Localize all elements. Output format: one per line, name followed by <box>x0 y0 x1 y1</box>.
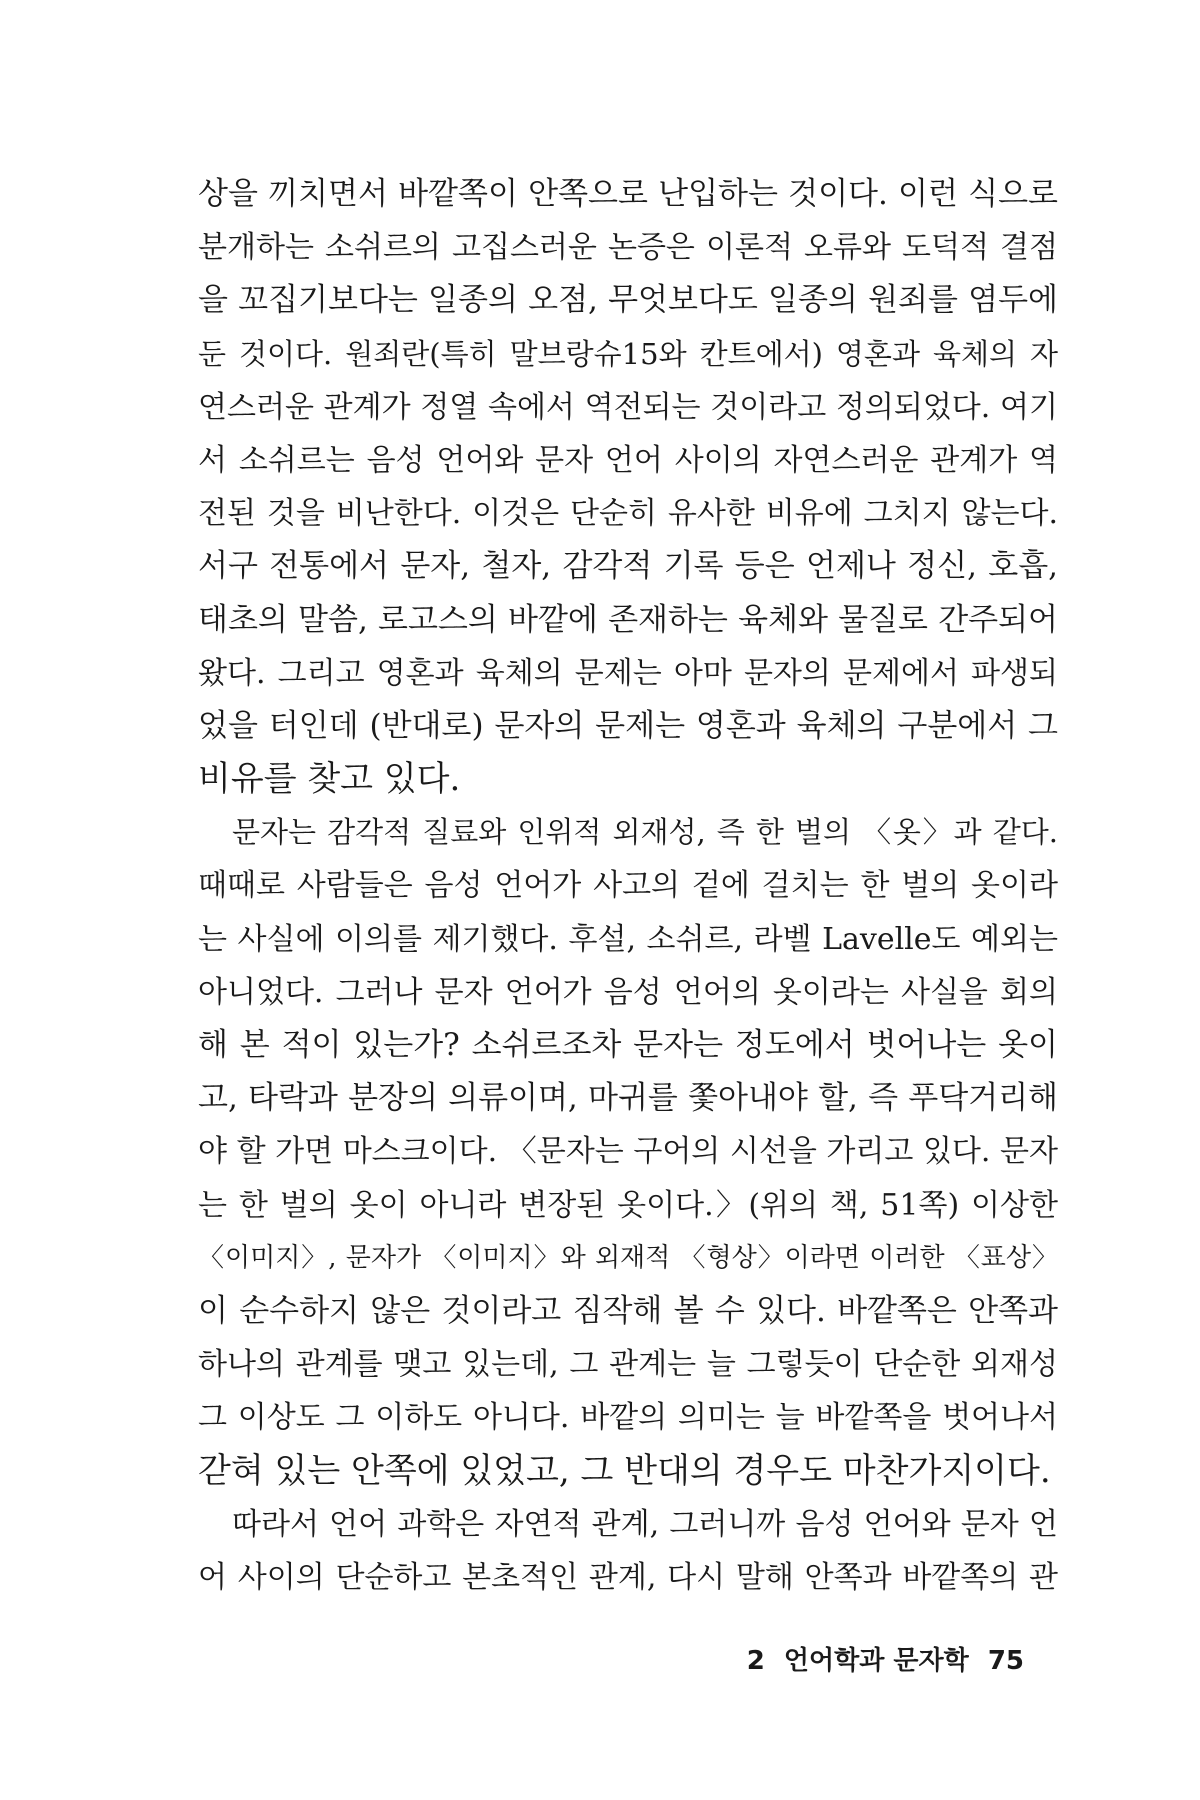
page-footer <box>747 1640 1024 1677</box>
text-line: 해 본 적이 있는가? 소쉬르조차 문자는 정도에서 벗어나는 옷이 <box>198 1027 1058 1063</box>
text-line: 갇혀 있는 안쪽에 있었고, 그 반대의 경우도 마찬가지이다. <box>198 1450 1051 1491</box>
text-line: 서구 전통에서 문자, 철자, 감각적 기록 등은 언제나 정신, 호흡, <box>198 548 1058 585</box>
text-line: 둔 것이다. 원죄란(특히 말브랑슈15와 칸트에서) 영혼과 육체의 자 <box>198 336 1058 371</box>
text-line: 이 순수하지 않은 것이라고 짐작해 볼 수 있다. 바깥쪽은 안쪽과 <box>198 1292 1058 1329</box>
body-text <box>198 168 1058 1604</box>
text-line: 는 사실에 이의를 제기했다. 후설, 소쉬르, 라벨 Lavelle도 예외는 <box>198 921 1058 957</box>
text-line: 하나의 관계를 맺고 있는데, 그 관계는 늘 그렇듯이 단순한 외재성 <box>198 1347 1058 1383</box>
page-number: 75 <box>987 1646 1024 1676</box>
text-line: 을 꼬집기보다는 일종의 오점, 무엇보다도 일종의 원죄를 염두에 <box>198 282 1058 319</box>
chapter-number: 2 <box>746 1646 765 1676</box>
text-line: 비유를 찾고 있다. <box>198 759 461 800</box>
text-line: 었을 터인데 (반대로) 문자의 문제는 영혼과 육체의 구분에서 그 <box>198 707 1058 744</box>
text-line: 전된 것을 비난한다. 이것은 단순히 유사한 비유에 그치지 않는다. <box>198 496 1058 532</box>
text-line: 연스러운 관계가 정열 속에서 역전되는 것이라고 정의되었다. 여기 <box>198 389 1058 425</box>
text-line: 서 소쉬르는 음성 언어와 문자 언어 사이의 자연스러운 관계가 역 <box>198 442 1058 478</box>
text-line: 때때로 사람들은 음성 언어가 사고의 겉에 걸치는 한 벌의 옷이라 <box>198 868 1058 904</box>
paragraph-start-line: 따라서 언어 과학은 자연적 관계, 그러니까 음성 언어와 문자 언 <box>232 1506 1058 1542</box>
text-line: 태초의 말씀, 로고스의 바깥에 존재하는 육체와 물질로 간주되어 <box>198 601 1058 638</box>
text-line: 〈이미지〉, 문자가 〈이미지〉와 외재적 〈형상〉이라면 이러한 〈표상〉 <box>198 1242 1058 1273</box>
text-line: 그 이상도 그 이하도 아니다. 바깥의 의미는 늘 바깥쪽을 벗어나서 <box>198 1400 1058 1436</box>
text-line: 왔다. 그리고 영혼과 육체의 문제는 아마 문자의 문제에서 파생되 <box>198 655 1058 691</box>
text-line: 분개하는 소쉬르의 고집스러운 논증은 이론적 오류와 도덕적 결점 <box>198 230 1058 266</box>
text-line: 는 한 벌의 옷이 아니라 변장된 옷이다.〉(위의 책, 51쪽) 이상한 <box>198 1187 1058 1223</box>
text-line: 아니었다. 그러나 문자 언어가 음성 언어의 옷이라는 사실을 회의 <box>198 974 1058 1010</box>
text-line: 야 할 가면 마스크이다. 〈문자는 구어의 시선을 가리고 있다. 문자 <box>198 1134 1058 1170</box>
text-line: 상을 끼치면서 바깥쪽이 안쪽으로 난입하는 것이다. 이런 식으로 <box>198 176 1058 212</box>
paragraph-start-line: 문자는 감각적 질료와 인위적 외재성, 즉 한 벌의 〈옷〉과 같다. <box>232 815 1058 850</box>
text-line: 고, 타락과 분장의 의류이며, 마귀를 쫓아내야 할, 즉 푸닥거리해 <box>198 1080 1058 1117</box>
text-line: 어 사이의 단순하고 본초적인 관계, 다시 말해 안쪽과 바깥쪽의 관 <box>198 1559 1058 1595</box>
chapter-title: 언어학과 문자학 <box>783 1646 969 1676</box>
